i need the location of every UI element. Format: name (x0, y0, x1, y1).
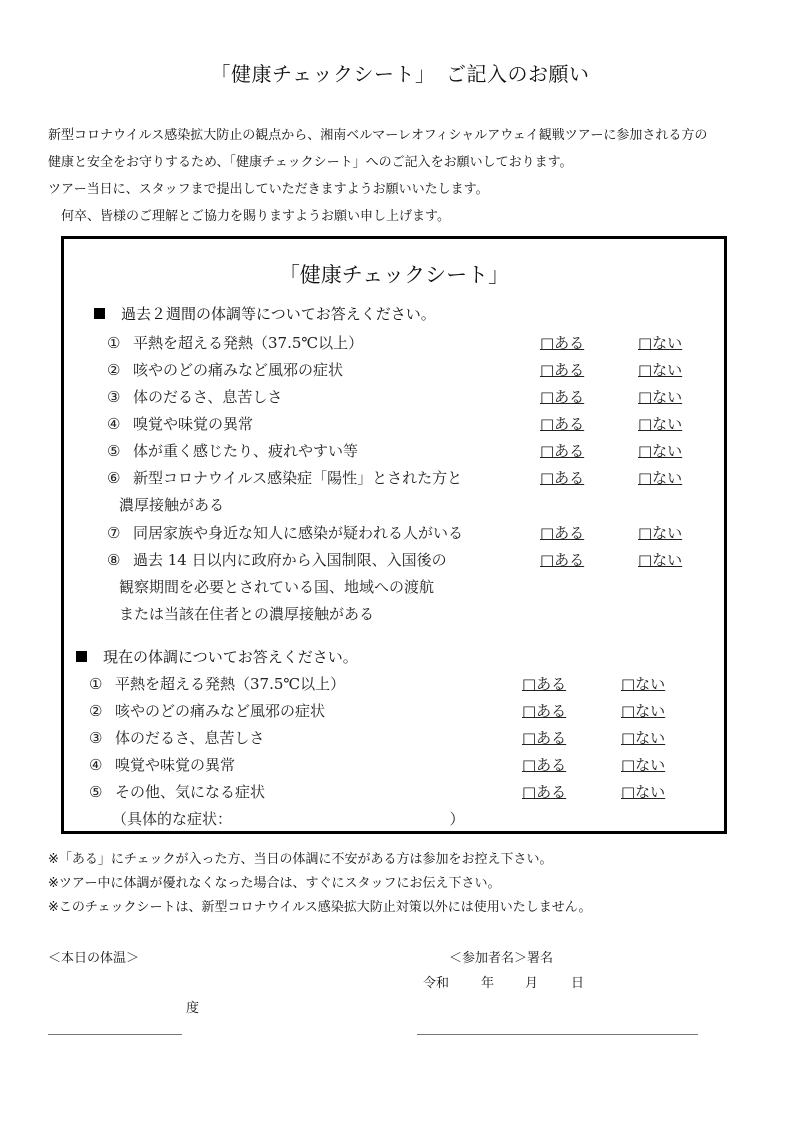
item-text: 嗅覚や味覚の異常 (133, 415, 254, 433)
item-number: ② (89, 702, 103, 720)
section1-heading-text: 過去２週間の体調等についてお答えください。 (121, 305, 436, 323)
item-number: ① (107, 334, 121, 352)
item-text: 体が重く感じたり、疲れやすい等 (133, 442, 359, 460)
q2-yes-checkbox[interactable]: □ある (540, 361, 585, 379)
q8-item-continued: または当該在住者との濃厚接触がある (119, 605, 375, 623)
q8-item-continued: 観察期間を必要とされている国、地域への渡航 (119, 578, 435, 596)
item-number: ② (107, 361, 121, 379)
note-line: ※ツアー中に体調が優れなくなった場合は、すぐにスタッフにお伝え下さい。 (48, 876, 501, 891)
item-number: ③ (89, 729, 103, 747)
item-text: 咳やのどの痛みなど風邪の症状 (115, 702, 326, 720)
c4-yes-checkbox[interactable]: □ある (522, 756, 567, 774)
q8-no-checkbox[interactable]: □ない (638, 551, 683, 569)
item-number: ⑧ (107, 551, 121, 569)
item-number: ⑤ (107, 442, 121, 460)
note-line: ※このチェックシートは、新型コロナウイルス感染拡大防止対策以外には使用いたしません。 (48, 900, 592, 915)
health-check-sheet (61, 236, 727, 834)
intro-line: 何卒、皆様のご理解とご協力を賜りますようお願い申し上げます。 (48, 209, 450, 224)
date-day: 日 (571, 976, 585, 991)
c2-no-checkbox[interactable]: □ない (621, 702, 666, 720)
q6-item (107, 467, 462, 488)
c5-yes-checkbox[interactable]: □ある (522, 783, 567, 801)
q1-item (107, 332, 363, 353)
q7-no-checkbox[interactable]: □ない (638, 524, 683, 542)
temperature-unit: 度 (186, 1001, 200, 1016)
item-number: ① (89, 675, 103, 693)
q5-no-checkbox[interactable]: □ない (638, 442, 683, 460)
q1-no-checkbox[interactable]: □ない (638, 334, 683, 352)
section2-heading-text: 現在の体調についてお答えください。 (103, 648, 358, 666)
item-text: その他、気になる症状 (115, 783, 266, 801)
q3-item (107, 386, 282, 407)
q4-yes-checkbox[interactable]: □ある (540, 415, 585, 433)
q6-yes-checkbox[interactable]: □ある (540, 469, 585, 487)
c4-no-checkbox[interactable]: □ない (621, 756, 666, 774)
q4-item (107, 413, 253, 434)
item-text: 嗅覚や味覚の異常 (115, 756, 236, 774)
c1-no-checkbox[interactable]: □ない (621, 675, 666, 693)
section1-heading (94, 303, 436, 324)
q1-yes-checkbox[interactable]: □ある (540, 334, 585, 352)
sheet-title: 「健康チェックシート」 (278, 263, 510, 287)
signature-input-line[interactable] (417, 1034, 698, 1035)
c2-yes-checkbox[interactable]: □ある (522, 702, 567, 720)
q8-yes-checkbox[interactable]: □ある (540, 551, 585, 569)
c1-yes-checkbox[interactable]: □ある (522, 675, 567, 693)
signature-label: ＜参加者名＞署名 (449, 951, 554, 966)
intro-line: 新型コロナウイルス感染拡大防止の観点から、湘南ベルマーレオフィシャルアウェイ観戦ツアーに参加される方の (48, 128, 708, 143)
item-number: ⑤ (89, 783, 103, 801)
intro-line: 健康と安全をお守りするため、「健康チェックシート」へのご記入をお願いしております。 (48, 155, 573, 170)
square-bullet-icon (76, 651, 87, 662)
q7-item (107, 522, 463, 543)
item-text: 新型コロナウイルス感染症「陽性」とされた方と (133, 469, 463, 487)
q3-yes-checkbox[interactable]: □ある (540, 388, 585, 406)
date-month: 月 (525, 976, 539, 991)
symptom-detail-field[interactable]: （具体的な症状： ） (112, 810, 465, 828)
item-number: ④ (89, 756, 103, 774)
c3-item (89, 727, 264, 748)
notes (48, 848, 592, 920)
q3-no-checkbox[interactable]: □ない (638, 388, 683, 406)
q6-item-continued: 濃厚接触がある (119, 496, 225, 514)
item-text: 平熱を超える発熱（37.5℃以上） (133, 334, 364, 352)
note-line: ※「ある」にチェックが入った方、当日の体調に不安がある方は参加をお控え下さい。 (48, 852, 553, 867)
q2-no-checkbox[interactable]: □ない (638, 361, 683, 379)
q2-item (107, 359, 343, 380)
c2-item (89, 700, 325, 721)
c5-item (89, 781, 265, 802)
date-era: 令和 (423, 976, 450, 991)
q8-item (107, 549, 447, 570)
q4-no-checkbox[interactable]: □ない (638, 415, 683, 433)
page-title: 「健康チェックシート」 ご記入のお願い (210, 62, 590, 86)
square-bullet-icon (94, 308, 105, 319)
c3-yes-checkbox[interactable]: □ある (522, 729, 567, 747)
q5-yes-checkbox[interactable]: □ある (540, 442, 585, 460)
item-text: 体のだるさ、息苦しさ (115, 729, 265, 747)
item-text: 平熱を超える発熱（37.5℃以上） (115, 675, 346, 693)
q5-item (107, 440, 358, 461)
c3-no-checkbox[interactable]: □ない (621, 729, 666, 747)
q6-no-checkbox[interactable]: □ない (638, 469, 683, 487)
item-number: ⑥ (107, 469, 121, 487)
item-text: 同居家族や身近な知人に感染が疑われる人がいる (133, 524, 464, 542)
temperature-input-line[interactable] (48, 1034, 182, 1035)
item-number: ③ (107, 388, 121, 406)
intro-paragraph (48, 122, 768, 230)
date-year: 年 (481, 976, 495, 991)
item-text: 過去 14 日以内に政府から入国制限、入国後の (133, 551, 447, 569)
item-number: ⑦ (107, 524, 121, 542)
item-text: 咳やのどの痛みなど風邪の症状 (133, 361, 344, 379)
temperature-label: ＜本日の体温＞ (48, 951, 140, 966)
section2-heading (76, 646, 358, 667)
item-number: ④ (107, 415, 121, 433)
c4-item (89, 754, 235, 775)
intro-line: ツアー当日に、スタッフまで提出していただきますようお願いいたします。 (48, 182, 489, 197)
item-text: 体のだるさ、息苦しさ (133, 388, 283, 406)
c5-no-checkbox[interactable]: □ない (621, 783, 666, 801)
c1-item (89, 673, 345, 694)
q7-yes-checkbox[interactable]: □ある (540, 524, 585, 542)
